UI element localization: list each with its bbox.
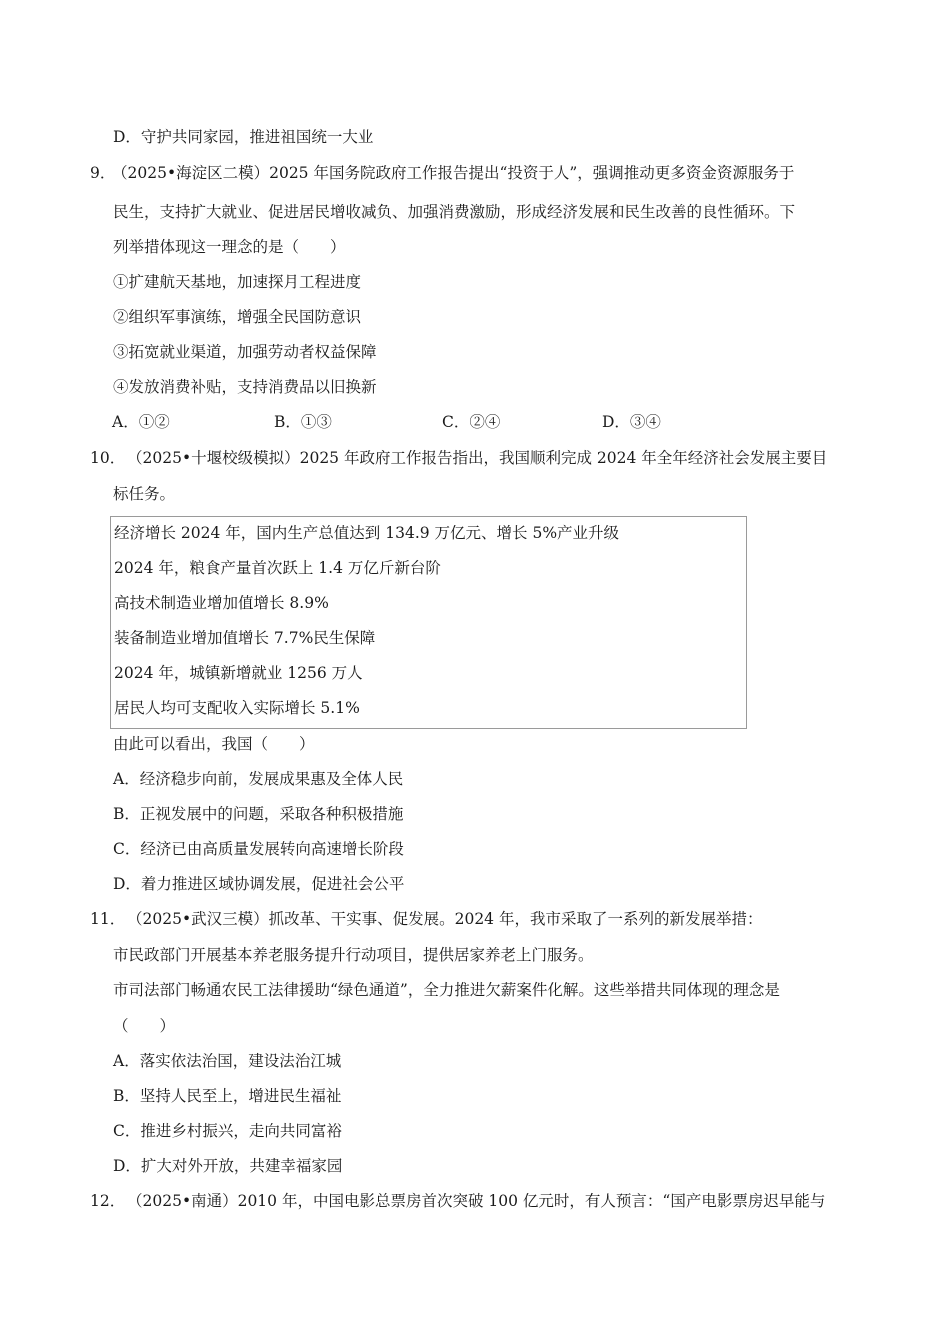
q9-statement-4: ④发放消费补贴，支持消费品以旧换新 [113, 378, 377, 396]
q10-stem-line-2: 标任务。 [113, 485, 176, 503]
table-line-6: 居民人均可支配收入实际增长 5.1% [114, 699, 360, 717]
q9-number: 9． [90, 164, 116, 182]
q11-stem-line-4: （ ） [113, 1017, 176, 1035]
q12-stem-line-1: （2025•南通）2010 年，中国电影总票房首次突破 100 亿元时，有人预言：“国产电影票房迟早能与 [127, 1192, 826, 1210]
q11-option-d[interactable]: D．扩大对外开放，共建幸福家园 [113, 1157, 343, 1175]
table-line-4: 装备制造业增加值增长 7.7%民生保障 [114, 629, 376, 647]
q10-option-b[interactable]: B．正视发展中的问题，采取各种积极措施 [113, 805, 404, 823]
q12-number: 12． [90, 1192, 126, 1210]
q9-option-d[interactable]: D．③④ [602, 413, 661, 431]
q10-question: 由此可以看出，我国（ ） [113, 735, 315, 753]
q11-stem-line-3: 市司法部门畅通农民工法律援助“绿色通道”，全力推进欠薪案件化解。这些举措共同体现的理念是 [113, 981, 780, 999]
q9-option-b[interactable]: B．①③ [274, 413, 332, 431]
prev-option-d: D．守护共同家园，推进祖国统一大业 [113, 128, 374, 146]
q10-option-a[interactable]: A．经济稳步向前，发展成果惠及全体人民 [113, 770, 404, 788]
q11-stem-line-2: 市民政部门开展基本养老服务提升行动项目，提供居家养老上门服务。 [113, 946, 594, 964]
q9-statement-2: ②组织军事演练，增强全民国防意识 [113, 308, 362, 326]
q10-number: 10． [90, 449, 126, 467]
table-line-1: 经济增长 2024 年，国内生产总值达到 134.9 万亿元、增长 5%产业升级 [114, 524, 620, 542]
q9-stem-line-2: 民生，支持扩大就业、促进居民增收减负、加强消费激励，形成经济发展和民生改善的良性循环。下 [113, 203, 796, 221]
q11-stem-line-1: （2025•武汉三模）抓改革、干实事、促发展。2024 年，我市采取了一系列的新发展举措： [127, 910, 763, 928]
q9-option-c[interactable]: C．②④ [442, 413, 501, 431]
q9-statement-3: ③拓宽就业渠道，加强劳动者权益保障 [113, 343, 377, 361]
q11-number: 11． [90, 910, 126, 928]
q10-option-d[interactable]: D．着力推进区域协调发展，促进社会公平 [113, 875, 405, 893]
q10-data-table [110, 516, 747, 729]
q11-option-b[interactable]: B．坚持人民至上，增进民生福祉 [113, 1087, 342, 1105]
table-line-5: 2024 年，城镇新增就业 1256 万人 [114, 664, 363, 682]
q9-options [112, 411, 852, 433]
q9-stem-line-1: （2025•海淀区二模）2025 年国务院政府工作报告提出“投资于人”，强调推动更多资金资源服务于 [112, 164, 795, 182]
q9-option-a[interactable]: A．①② [112, 413, 170, 431]
q9-stem-line-3: 列举措体现这一理念的是（ ） [113, 238, 346, 256]
table-line-2: 2024 年，粮食产量首次跃上 1.4 万亿斤新台阶 [114, 559, 441, 577]
q10-stem-line-1: （2025•十堰校级模拟）2025 年政府工作报告指出，我国顺利完成 2024 年全年经济社会发展主要目 [127, 449, 828, 467]
table-line-3: 高技术制造业增加值增长 8.9% [114, 594, 329, 612]
q11-option-c[interactable]: C．推进乡村振兴，走向共同富裕 [113, 1122, 342, 1140]
q9-statement-1: ①扩建航天基地，加速探月工程进度 [113, 273, 362, 291]
q11-option-a[interactable]: A．落实依法治国，建设法治江城 [113, 1052, 342, 1070]
q10-option-c[interactable]: C．经济已由高质量发展转向高速增长阶段 [113, 840, 404, 858]
